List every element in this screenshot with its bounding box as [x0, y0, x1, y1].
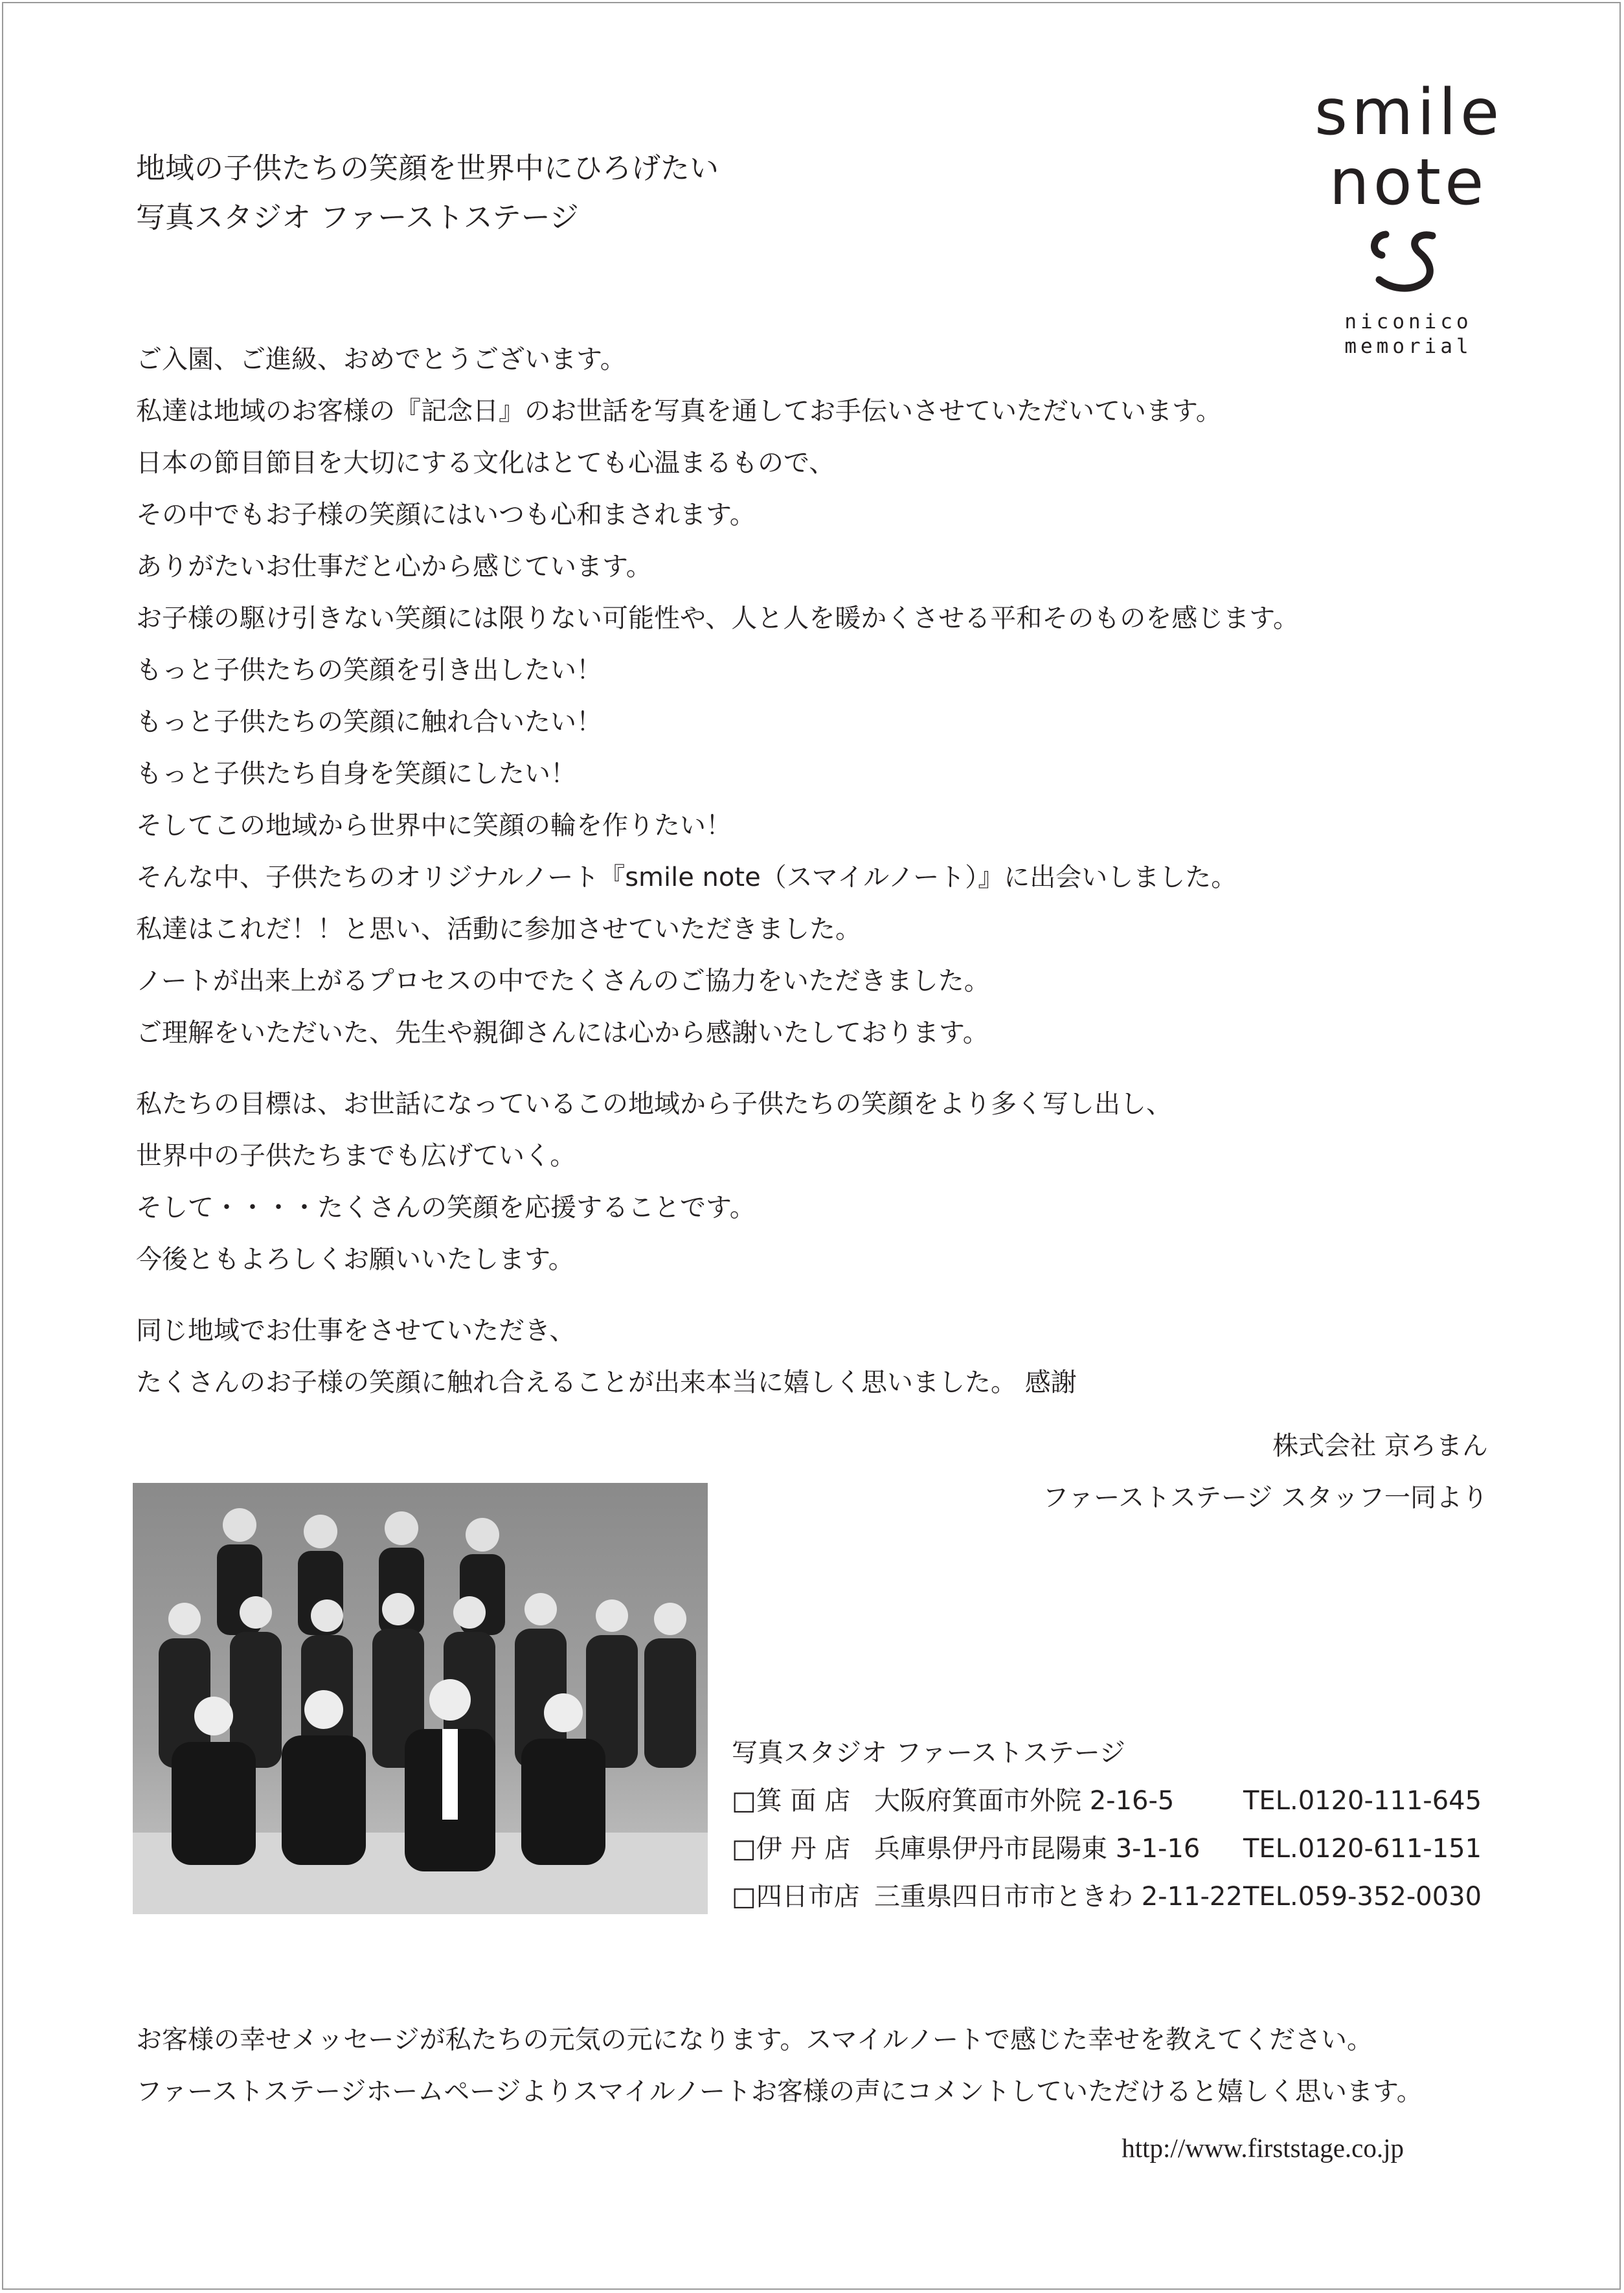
body-line: 私たちの目標は、お世話になっているこの地域から子供たちの笑顔をより多く写し出し、	[136, 1089, 1172, 1119]
shop-row	[732, 1777, 1482, 1825]
body-line: たくさんのお子様の笑顔に触れ合えることが出来本当に嬉しく思いました。 感謝	[136, 1368, 1077, 1397]
paragraph-1	[136, 333, 1496, 1059]
staff-photo-illustration	[133, 1483, 708, 1914]
body-line: そしてこの地域から世界中に笑顔の輪を作りたい！	[136, 811, 732, 841]
shop-row	[732, 1825, 1482, 1873]
body-line: もっと子供たち自身を笑顔にしたい！	[136, 759, 576, 789]
smile-note-logo	[1314, 78, 1502, 359]
body-line: 今後ともよろしくお願いいたします。	[136, 1245, 574, 1274]
shop-name: □伊 丹 店	[732, 1834, 851, 1864]
body-line: ご理解をいただいた、先生や親御さんには心から感謝いたしております。	[136, 1018, 989, 1048]
shop-tel: TEL.059-352-0030	[1243, 1882, 1482, 1912]
footer-line-1: お客様の幸せメッセージが私たちの元気の元になります。スマイルノートで感じた幸せを教えてください。	[136, 2025, 1373, 2055]
shop-tel: TEL.0120-611-151	[1243, 1834, 1482, 1864]
header	[136, 144, 719, 242]
shop-name: □四日市店	[732, 1882, 860, 1912]
shop-address: 三重県四日市市ときわ 2-11-22	[874, 1882, 1243, 1912]
body-line: ご入園、ご進級、おめでとうございます。	[136, 345, 626, 374]
footer-message	[136, 2014, 1423, 2118]
body-line: 同じ地域でお仕事をさせていただき、	[136, 1316, 576, 1346]
body-line: その中でもお子様の笑顔にはいつも心和まされます。	[136, 500, 756, 530]
body-line: 世界中の子供たちまでも広げていく。	[136, 1141, 576, 1171]
shop-address: 兵庫県伊丹市昆陽東 3-1-16	[874, 1834, 1201, 1864]
header-studio-name: 写真スタジオ ファーストステージ	[136, 200, 579, 234]
body-line: ありがたいお仕事だと心から感じています。	[136, 552, 652, 582]
smile-face-icon	[1360, 227, 1457, 304]
logo-word-note: note	[1329, 146, 1488, 220]
body-line: お子様の駆け引きない笑顔には限りない可能性や、人と人を暖かくさせる平和そのものを感じます。	[136, 604, 1299, 633]
shop-tel: TEL.0120-111-645	[1243, 1786, 1482, 1816]
staff-group-photo	[133, 1483, 708, 1914]
header-tagline: 地域の子供たちの笑顔を世界中にひろげたい	[136, 151, 719, 185]
logo-word-smile: smile	[1314, 76, 1504, 150]
signature	[1043, 1420, 1488, 1524]
studio-name: 写真スタジオ ファーストステージ	[732, 1738, 1125, 1768]
signature-from: ファーストステージ スタッフ一同より	[1043, 1483, 1488, 1513]
body-line: 日本の節目節目を大切にする文化はとても心温まるもので、	[136, 448, 835, 478]
logo-sub-niconico: niconico	[1344, 310, 1472, 333]
company-name: 株式会社 京ろまん	[1272, 1431, 1488, 1461]
shop-address: 大阪府箕面市外院 2-16-5	[874, 1786, 1175, 1816]
paragraph-3	[136, 1305, 1496, 1408]
body-line: もっと子供たちの笑顔に触れ合いたい！	[136, 707, 602, 737]
body-line: そして・・・・たくさんの笑顔を応援することです。	[136, 1193, 756, 1223]
letter-body	[136, 333, 1496, 1408]
paragraph-2	[136, 1078, 1496, 1285]
footer-line-2: ファーストステージホームページよりスマイルノートお客様の声にコメントしていただけると嬉しく思います。	[136, 2077, 1423, 2107]
website-url[interactable]: http://www.firststage.co.jp	[1122, 2133, 1404, 2163]
body-line: もっと子供たちの笑顔を引き出したい！	[136, 655, 602, 685]
body-line: 私達は地域のお客様の『記念日』のお世話を写真を通してお手伝いさせていただいています。	[136, 396, 1222, 426]
body-line: ノートが出来上がるプロセスの中でたくさんのご協力をいただきました。	[136, 966, 990, 996]
logo-sub-memorial: memorial	[1344, 335, 1472, 358]
shop-row	[732, 1873, 1482, 1921]
shop-name: □箕 面 店	[732, 1786, 851, 1816]
studio-info	[732, 1729, 1482, 1921]
body-line: そんな中、子供たちのオリジナルノート『smile note（スマイルノート）』に出会いしました。	[136, 863, 1237, 892]
body-line: 私達はこれだ！！と思い、活動に参加させていただきました。	[136, 914, 861, 944]
